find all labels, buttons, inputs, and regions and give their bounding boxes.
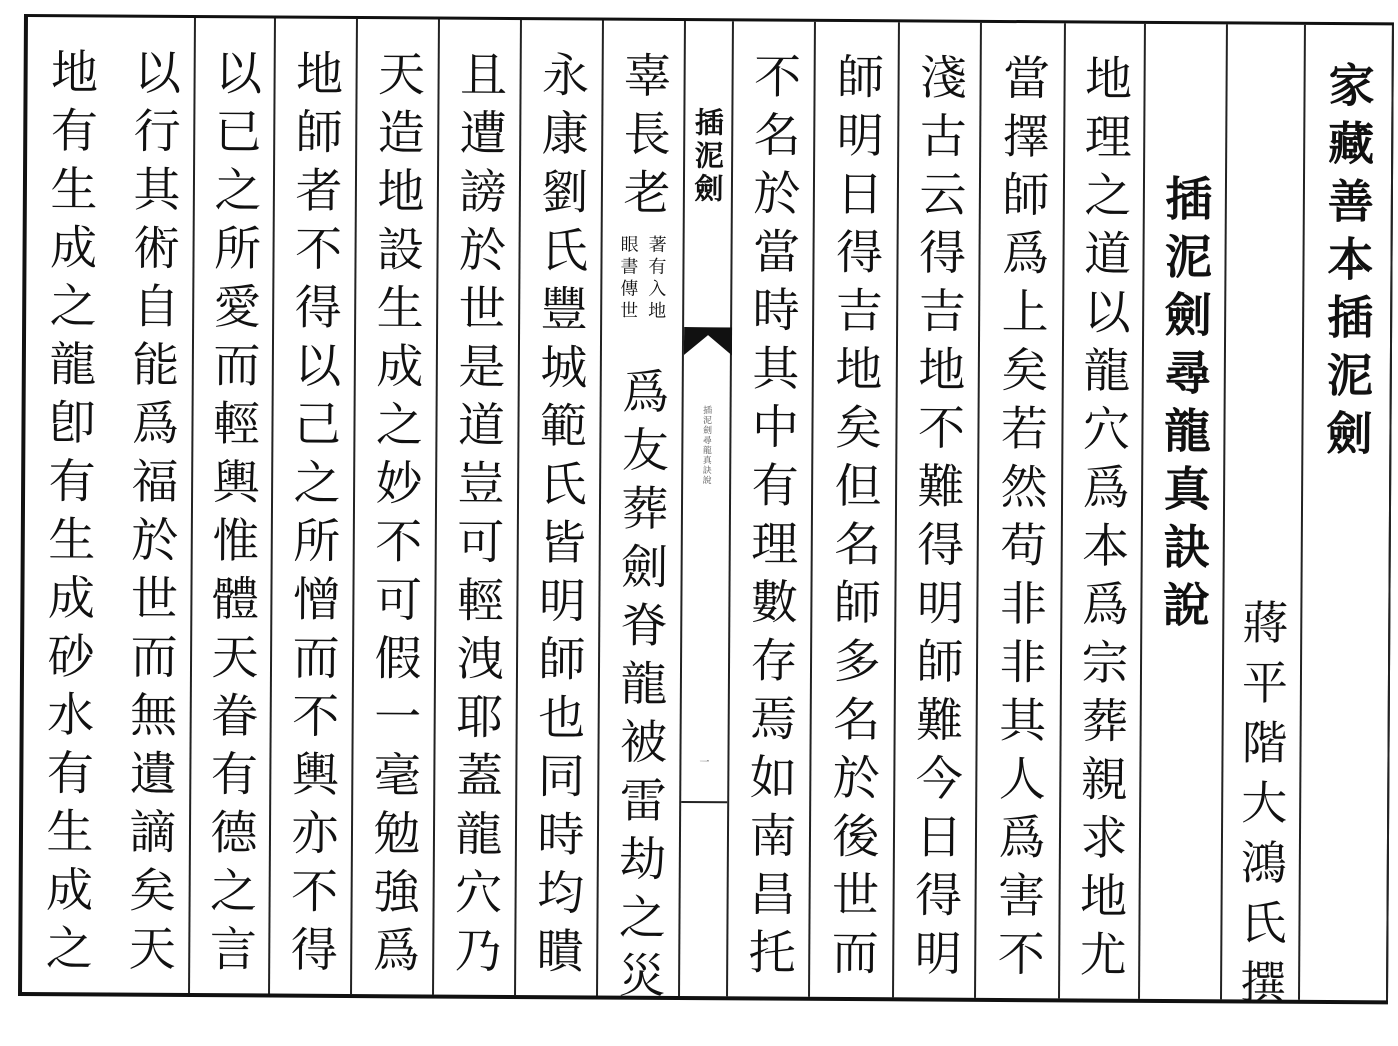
author-column (1222, 24, 1306, 1019)
text-line: 不名於當時其中有理數存焉如南昌托 (740, 51, 802, 987)
book-title-column (1300, 25, 1394, 1001)
text-line: 地理之道以龍穴爲本爲宗葬親求地尤 (1071, 53, 1133, 989)
text-line-head: 辜長老 (615, 50, 672, 227)
text-column-6 (598, 21, 686, 1010)
page-frame (18, 14, 1394, 1019)
chapter-title-column (1140, 24, 1228, 999)
inline-note-left: 眼書傳世 (617, 234, 639, 323)
text-column-5 (728, 21, 816, 996)
book-title: 家藏善本插泥劍 (1319, 60, 1376, 468)
text-column-11 (190, 18, 276, 993)
text-line-tail: 爲友葬劍脊龍被雷劫之災 (610, 366, 670, 1010)
text-column-3 (894, 22, 982, 997)
text-line: 以已之所愛而輕輿惟體天眷有德之言 (201, 48, 263, 983)
gutter-rule (681, 801, 727, 803)
text-column-12 (108, 18, 196, 993)
author-line: 蔣平階大鴻氏撰 (1232, 598, 1290, 1019)
text-column-8 (434, 20, 522, 995)
text-column-7 (516, 20, 604, 995)
text-line: 且遭謗於世是道豈可輕洩耶蓋龍穴乃 (446, 49, 508, 985)
text-line: 淺古云得吉地不難得明師難今日得明 (906, 52, 968, 988)
chapter-title: 插泥劍尋龍真訣說 (1154, 173, 1213, 639)
text-line: 地師者不得以己之所憎而不輿亦不得 (282, 48, 344, 984)
text-line: 當擇師爲上矣若然苟非非其人爲害不 (989, 52, 1051, 988)
gutter-small-text: 插泥劍尋龍真訣說 (700, 405, 712, 486)
text-column-13 (22, 17, 114, 993)
text-line: 天造地設生成之妙不可假一毫勉強爲 (364, 49, 426, 984)
gutter-tick: 一 (699, 757, 710, 769)
text-column-1 (1060, 23, 1146, 998)
text-column-2 (976, 23, 1066, 998)
fishtail-mark (684, 327, 732, 367)
text-line: 永康劉氏豐城範氏皆明師也同時均瞶 (528, 50, 590, 985)
text-column-4 (810, 22, 900, 997)
gutter-title: 插泥劍 (690, 107, 725, 207)
text-column-10 (270, 19, 358, 994)
text-line: 地有生成之龍卽有生成砂水有生成之 (37, 47, 99, 982)
text-line: 師明日得吉地矣但名師多名於後世而 (823, 51, 885, 987)
inline-note-right: 著有入地 (645, 234, 667, 323)
text-line: 以行其術自能爲福於世而無遺謫矣天 (120, 47, 182, 983)
gutter-column (680, 21, 734, 996)
text-column-9 (352, 19, 440, 994)
